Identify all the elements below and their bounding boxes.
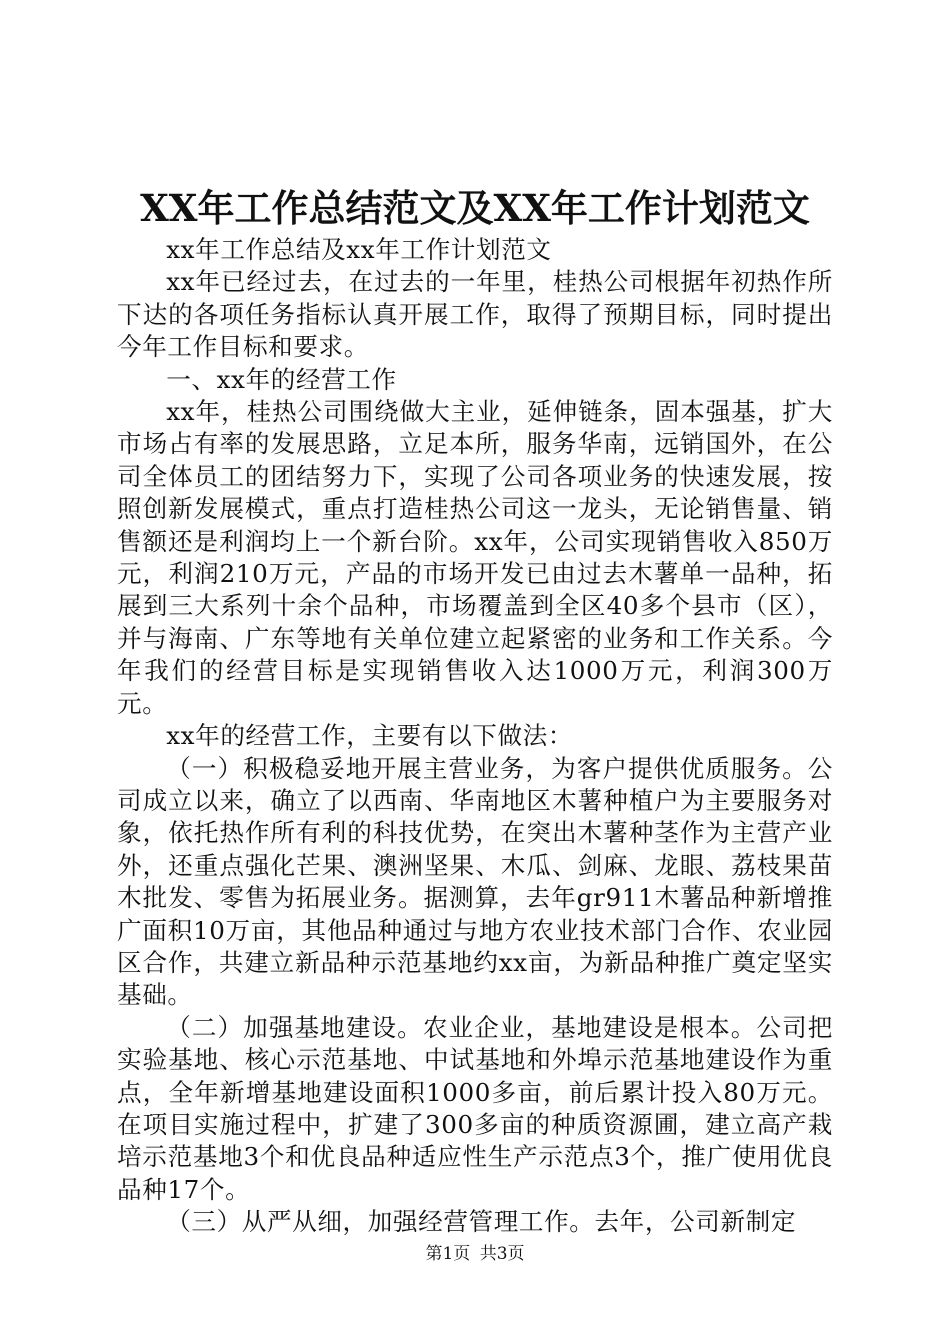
document-body	[117, 234, 833, 1239]
intro-paragraph: xx年已经过去，在过去的一年里，桂热公司根据年初热作所下达的各项任务指标认真开展工作，取得了预期目标，同时提出今年工作目标和要求。	[117, 267, 833, 362]
body-paragraph: （二）加强基地建设。农业企业，基地建设是根本。公司把实验基地、核心示范基地、中试基地和外埠示范基地建设作为重点，全年新增基地建设面积1000多亩，前后累计投入80万元。在项目实施过程中，扩建了300多亩的种质资源圃，建立高产栽培示范基地3个和优良品种适应性生产示范点3个，推广使用优良品种17个。	[117, 1012, 833, 1204]
body-paragraph: xx年的经营工作，主要有以下做法：	[166, 721, 574, 751]
section-heading: 一、xx年的经营工作	[166, 364, 397, 394]
body-paragraph: （一）积极稳妥地开展主营业务，为客户提供优质服务。公司成立以来，确立了以西南、华南地区木薯种植户为主要服务对象，依托热作所有利的科技优势，在突出木薯种茎作为主营产业外，还重点强化芒果、澳洲坚果、木瓜、剑麻、龙眼、荔枝果苗木批发、零售为拓展业务。据测算，去年gr911木薯品种新增推广面积10万亩，其他品种通过与地方农业技术部门合作、农业园区合作，共建立新品种示范基地约xx亩，为新品种推广奠定坚实基础。	[117, 753, 833, 1010]
page-number: 第1页	[425, 1244, 471, 1264]
body-paragraph: xx年，桂热公司围绕做大主业，延伸链条，固本强基，扩大市场占有率的发展思路，立足本所，服务华南，远销国外，在公司全体员工的团结努力下，实现了公司各项业务的快速发展，按照创新发展模式，重点打造桂热公司这一龙头，无论销售量、销售额还是利润均上一个新台阶。xx年，公司实现销售收入850万元，利润210万元，产品的市场开发已由过去木薯单一品种，拓展到三大系列十余个品种，市场覆盖到全区40多个县市（区），并与海南、广东等地有关单位建立起紧密的业务和工作关系。今年我们的经营目标是实现销售收入达1000万元，利润300万元。	[117, 397, 833, 718]
subtitle-paragraph: xx年工作总结及xx年工作计划范文	[166, 235, 552, 264]
page-footer	[0, 1242, 950, 1266]
body-paragraph: （三）从严从细，加强经营管理工作。去年，公司新制定	[166, 1207, 797, 1237]
page-total: 共3页	[479, 1244, 525, 1264]
page-title: XX年工作总结范文及XX年工作计划范文	[140, 186, 810, 230]
